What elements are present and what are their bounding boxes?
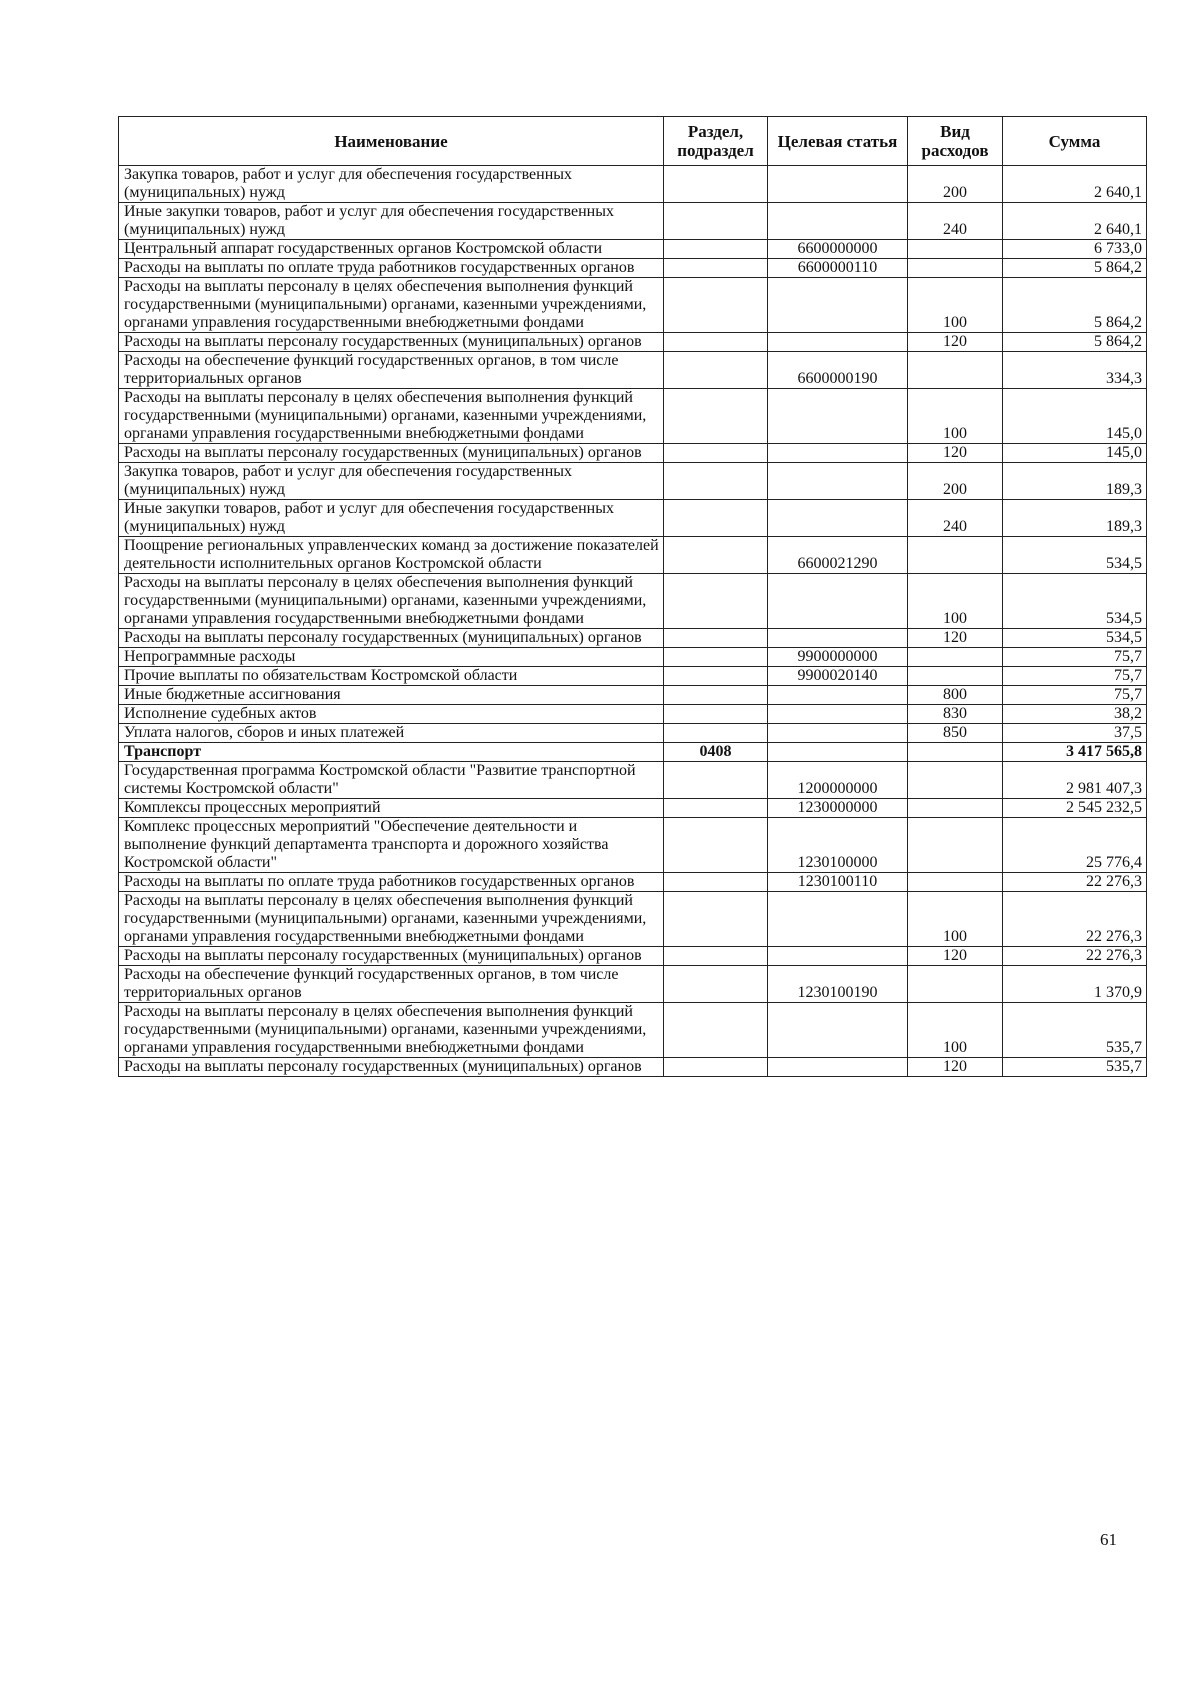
row-name: Исполнение судебных актов: [119, 705, 664, 724]
row-target: 9900000000: [768, 648, 908, 667]
header-name: Наименование: [119, 117, 664, 166]
row-section: [664, 352, 768, 389]
row-name: Поощрение региональных управленческих команд за достижение показателей деятельности исполнительных органов Костромской области: [119, 537, 664, 574]
row-target: [768, 444, 908, 463]
row-section: 0408: [664, 743, 768, 762]
row-kind: [908, 240, 1003, 259]
row-sum: 38,2: [1003, 705, 1147, 724]
row-target: [768, 574, 908, 629]
table-row: [119, 389, 1147, 444]
row-name: Расходы на обеспечение функций государственных органов, в том числе территориальных органов: [119, 966, 664, 1003]
row-section: [664, 537, 768, 574]
row-section: [664, 278, 768, 333]
row-kind: [908, 259, 1003, 278]
row-name: Расходы на обеспечение функций государственных органов, в том числе территориальных органов: [119, 352, 664, 389]
row-sum: 189,3: [1003, 463, 1147, 500]
row-section: [664, 463, 768, 500]
row-section: [664, 892, 768, 947]
row-name: Расходы на выплаты персоналу в целях обеспечения выполнения функций государственными (муниципальными) органами, казенными учреждениями, органами управления государственными внебюджетными фондами: [119, 278, 664, 333]
row-sum: 145,0: [1003, 389, 1147, 444]
row-section: [664, 574, 768, 629]
row-kind: [908, 873, 1003, 892]
row-kind: 120: [908, 947, 1003, 966]
table-row: [119, 444, 1147, 463]
row-sum: 75,7: [1003, 667, 1147, 686]
row-name: Расходы на выплаты персоналу государственных (муниципальных) органов: [119, 444, 664, 463]
row-kind: 100: [908, 389, 1003, 444]
table-row: [119, 629, 1147, 648]
row-target: [768, 278, 908, 333]
row-sum: 145,0: [1003, 444, 1147, 463]
row-section: [664, 1058, 768, 1077]
row-kind: 120: [908, 333, 1003, 352]
row-target: [768, 389, 908, 444]
row-name: Иные закупки товаров, работ и услуг для обеспечения государственных (муниципальных) нужд: [119, 500, 664, 537]
row-target: [768, 1003, 908, 1058]
row-target: [768, 500, 908, 537]
row-target: [768, 743, 908, 762]
row-section: [664, 203, 768, 240]
row-name: Расходы на выплаты персоналу в целях обеспечения выполнения функций государственными (муниципальными) органами, казенными учреждениями, органами управления государственными внебюджетными фондами: [119, 892, 664, 947]
row-name: Расходы на выплаты персоналу государственных (муниципальных) органов: [119, 947, 664, 966]
row-sum: 2 981 407,3: [1003, 762, 1147, 799]
row-sum: 25 776,4: [1003, 818, 1147, 873]
row-target: [768, 629, 908, 648]
table-row: [119, 667, 1147, 686]
row-section: [664, 724, 768, 743]
table-row: [119, 166, 1147, 203]
table-row: [119, 259, 1147, 278]
row-kind: 800: [908, 686, 1003, 705]
row-kind: 850: [908, 724, 1003, 743]
row-section: [664, 500, 768, 537]
table-row: [119, 724, 1147, 743]
table-row: [119, 705, 1147, 724]
header-sum: Сумма: [1003, 117, 1147, 166]
row-sum: 534,5: [1003, 537, 1147, 574]
row-target: 1200000000: [768, 762, 908, 799]
row-kind: 830: [908, 705, 1003, 724]
row-kind: 100: [908, 574, 1003, 629]
table-row: [119, 743, 1147, 762]
table-row: [119, 203, 1147, 240]
row-target: [768, 724, 908, 743]
row-name: Расходы на выплаты персоналу государственных (муниципальных) органов: [119, 333, 664, 352]
row-name: Иные бюджетные ассигнования: [119, 686, 664, 705]
row-name: Комплексы процессных мероприятий: [119, 799, 664, 818]
row-target: 9900020140: [768, 667, 908, 686]
row-section: [664, 629, 768, 648]
table-row: [119, 537, 1147, 574]
row-name: Комплекс процессных мероприятий "Обеспечение деятельности и выполнение функций департамента транспорта и дорожного хозяйства Костромской области": [119, 818, 664, 873]
row-sum: 75,7: [1003, 648, 1147, 667]
row-target: 6600021290: [768, 537, 908, 574]
row-sum: 5 864,2: [1003, 333, 1147, 352]
row-sum: 534,5: [1003, 629, 1147, 648]
row-sum: 535,7: [1003, 1003, 1147, 1058]
table-row: [119, 1058, 1147, 1077]
row-kind: [908, 743, 1003, 762]
table-header-row: [119, 117, 1147, 166]
table-row: [119, 240, 1147, 259]
row-target: [768, 463, 908, 500]
table-row: [119, 278, 1147, 333]
row-target: [768, 333, 908, 352]
row-name: Уплата налогов, сборов и иных платежей: [119, 724, 664, 743]
row-section: [664, 873, 768, 892]
row-name: Непрограммные расходы: [119, 648, 664, 667]
row-sum: 22 276,3: [1003, 873, 1147, 892]
row-target: 1230100110: [768, 873, 908, 892]
row-target: 1230000000: [768, 799, 908, 818]
table-row: [119, 892, 1147, 947]
row-sum: 5 864,2: [1003, 259, 1147, 278]
row-name: Расходы на выплаты персоналу в целях обеспечения выполнения функций государственными (муниципальными) органами, казенными учреждениями, органами управления государственными внебюджетными фондами: [119, 389, 664, 444]
row-kind: 100: [908, 892, 1003, 947]
row-target: [768, 1058, 908, 1077]
row-section: [664, 389, 768, 444]
header-kind: Вид расходов: [908, 117, 1003, 166]
row-sum: 189,3: [1003, 500, 1147, 537]
row-kind: [908, 818, 1003, 873]
row-section: [664, 966, 768, 1003]
table-row: [119, 873, 1147, 892]
row-kind: 120: [908, 629, 1003, 648]
row-target: [768, 203, 908, 240]
row-target: 6600000110: [768, 259, 908, 278]
row-name: Прочие выплаты по обязательствам Костромской области: [119, 667, 664, 686]
row-section: [664, 259, 768, 278]
row-kind: 200: [908, 463, 1003, 500]
row-kind: 100: [908, 1003, 1003, 1058]
row-section: [664, 762, 768, 799]
row-sum: 3 417 565,8: [1003, 743, 1147, 762]
row-name: Расходы на выплаты персоналу в целях обеспечения выполнения функций государственными (муниципальными) органами, казенными учреждениями, органами управления государственными внебюджетными фондами: [119, 574, 664, 629]
row-section: [664, 947, 768, 966]
row-sum: 2 640,1: [1003, 203, 1147, 240]
row-name: Закупка товаров, работ и услуг для обеспечения государственных (муниципальных) нужд: [119, 463, 664, 500]
table-body: [119, 166, 1147, 1077]
budget-table: [118, 116, 1147, 1077]
row-target: [768, 705, 908, 724]
row-name: Транспорт: [119, 743, 664, 762]
row-kind: 200: [908, 166, 1003, 203]
row-target: [768, 166, 908, 203]
row-name: Расходы на выплаты персоналу государственных (муниципальных) органов: [119, 629, 664, 648]
row-section: [664, 1003, 768, 1058]
row-sum: 1 370,9: [1003, 966, 1147, 1003]
row-kind: 100: [908, 278, 1003, 333]
table-row: [119, 818, 1147, 873]
row-kind: 120: [908, 1058, 1003, 1077]
row-sum: 75,7: [1003, 686, 1147, 705]
row-kind: [908, 648, 1003, 667]
row-sum: 22 276,3: [1003, 892, 1147, 947]
row-name: Расходы на выплаты персоналу государственных (муниципальных) органов: [119, 1058, 664, 1077]
row-sum: 2 640,1: [1003, 166, 1147, 203]
row-section: [664, 166, 768, 203]
row-section: [664, 333, 768, 352]
row-section: [664, 648, 768, 667]
row-target: 1230100000: [768, 818, 908, 873]
row-kind: [908, 352, 1003, 389]
row-target: [768, 686, 908, 705]
row-kind: [908, 667, 1003, 686]
row-section: [664, 686, 768, 705]
row-name: Центральный аппарат государственных органов Костромской области: [119, 240, 664, 259]
table-row: [119, 648, 1147, 667]
row-kind: 120: [908, 444, 1003, 463]
row-sum: 535,7: [1003, 1058, 1147, 1077]
table-row: [119, 1003, 1147, 1058]
row-section: [664, 667, 768, 686]
row-kind: 240: [908, 500, 1003, 537]
table-row: [119, 686, 1147, 705]
row-sum: 2 545 232,5: [1003, 799, 1147, 818]
row-target: 6600000000: [768, 240, 908, 259]
row-kind: [908, 966, 1003, 1003]
row-target: 6600000190: [768, 352, 908, 389]
row-kind: [908, 799, 1003, 818]
row-sum: 22 276,3: [1003, 947, 1147, 966]
table-row: [119, 762, 1147, 799]
row-section: [664, 705, 768, 724]
row-kind: 240: [908, 203, 1003, 240]
row-kind: [908, 762, 1003, 799]
row-section: [664, 799, 768, 818]
table-row: [119, 799, 1147, 818]
header-section: Раздел, подраздел: [664, 117, 768, 166]
row-sum: 37,5: [1003, 724, 1147, 743]
table-row: [119, 333, 1147, 352]
table-row: [119, 966, 1147, 1003]
row-target: [768, 947, 908, 966]
row-sum: 6 733,0: [1003, 240, 1147, 259]
row-name: Закупка товаров, работ и услуг для обеспечения государственных (муниципальных) нужд: [119, 166, 664, 203]
row-name: Расходы на выплаты по оплате труда работников государственных органов: [119, 873, 664, 892]
row-sum: 5 864,2: [1003, 278, 1147, 333]
row-section: [664, 444, 768, 463]
table-row: [119, 500, 1147, 537]
row-section: [664, 240, 768, 259]
row-section: [664, 818, 768, 873]
row-name: Расходы на выплаты персоналу в целях обеспечения выполнения функций государственными (муниципальными) органами, казенными учреждениями, органами управления государственными внебюджетными фондами: [119, 1003, 664, 1058]
table-row: [119, 352, 1147, 389]
document-page: [118, 116, 1146, 1077]
table-row: [119, 463, 1147, 500]
table-row: [119, 574, 1147, 629]
table-row: [119, 947, 1147, 966]
row-sum: 534,5: [1003, 574, 1147, 629]
page-number: 61: [1100, 1530, 1117, 1549]
row-target: [768, 892, 908, 947]
row-name: Иные закупки товаров, работ и услуг для обеспечения государственных (муниципальных) нужд: [119, 203, 664, 240]
row-name: Государственная программа Костромской области "Развитие транспортной системы Костромской области": [119, 762, 664, 799]
row-sum: 334,3: [1003, 352, 1147, 389]
row-kind: [908, 537, 1003, 574]
header-target: Целевая статья: [768, 117, 908, 166]
row-target: 1230100190: [768, 966, 908, 1003]
row-name: Расходы на выплаты по оплате труда работников государственных органов: [119, 259, 664, 278]
